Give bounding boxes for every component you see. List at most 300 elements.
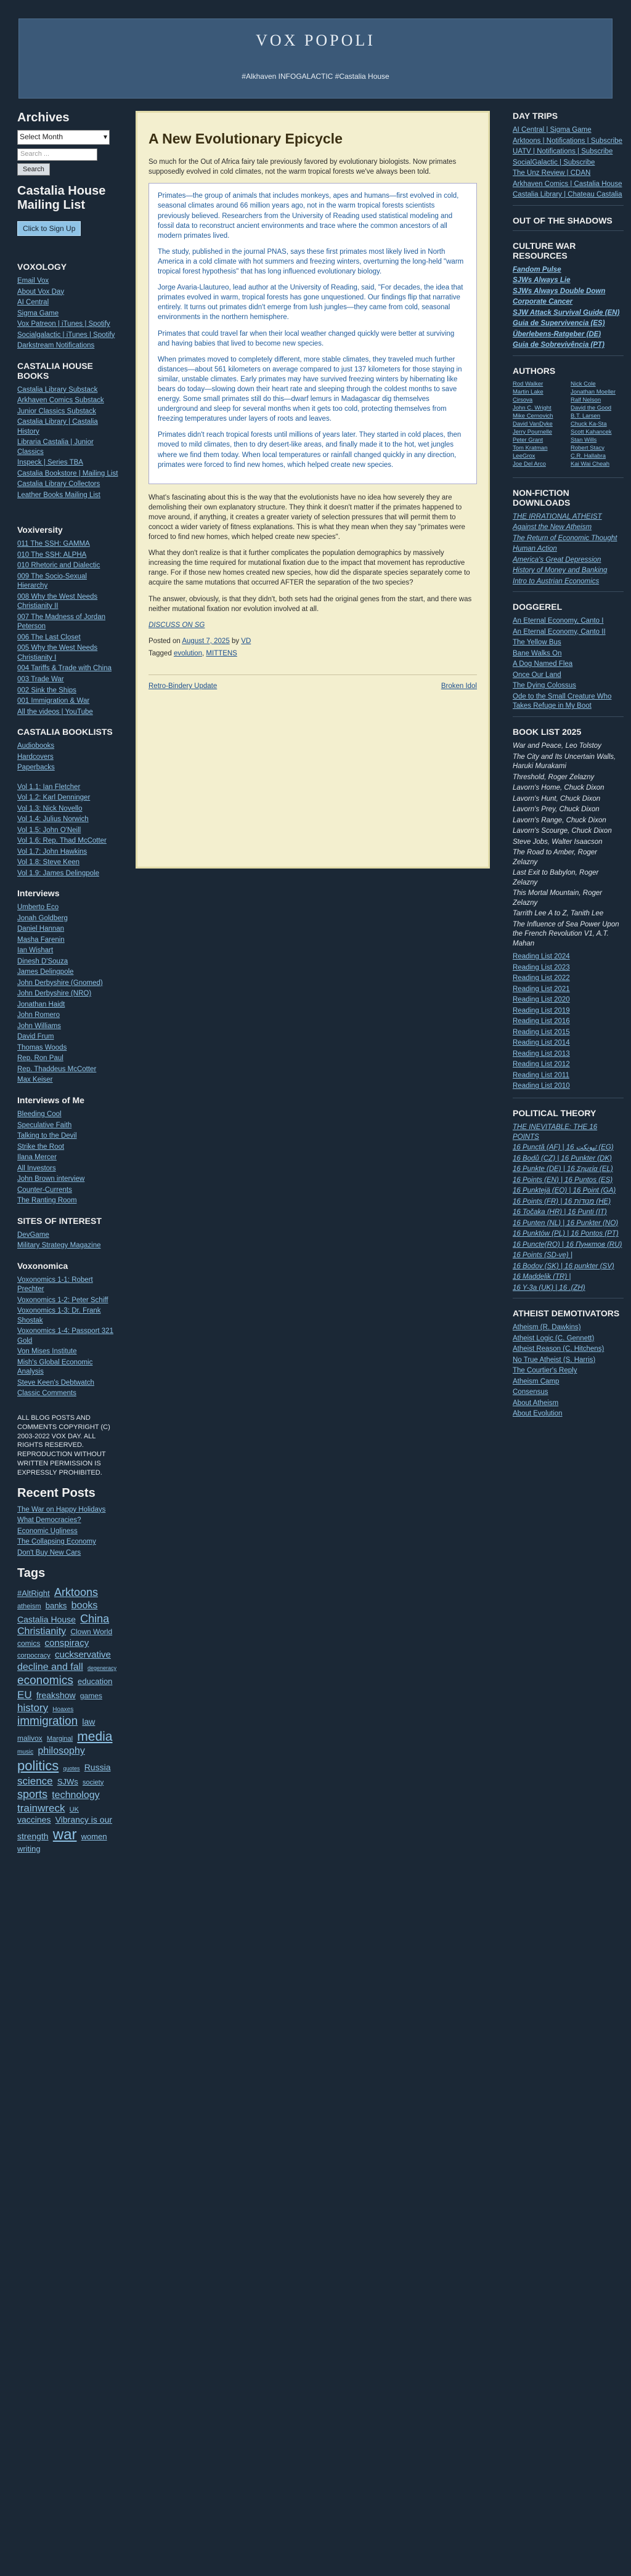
list-link[interactable]: Reading List 2016 bbox=[513, 1018, 570, 1026]
list-link[interactable]: SJWs Always Double Down bbox=[513, 287, 606, 295]
tag-cloud-link[interactable]: books bbox=[71, 1600, 98, 1611]
authors-heading: AUTHORS bbox=[513, 365, 556, 376]
list-link[interactable]: Vol 1.7: John Hawkins bbox=[17, 848, 88, 856]
site-tagline: #Alkhaven INFOGALACTIC #Castalia House bbox=[242, 72, 389, 81]
tag-cloud-link[interactable]: EU bbox=[17, 1688, 32, 1701]
list-link[interactable]: THE IRRATIONAL ATHEIST bbox=[513, 512, 602, 520]
list-link[interactable]: Fandom Pulse bbox=[513, 265, 561, 273]
tag-cloud-link[interactable]: corpocracy bbox=[17, 1652, 51, 1660]
list-item: Lavorn's Prey, Chuck Dixon bbox=[513, 806, 600, 814]
tag-cloud-link[interactable]: atheism bbox=[17, 1602, 41, 1610]
booklists-list bbox=[17, 742, 119, 773]
list-link[interactable]: Ilana Mercer bbox=[17, 1154, 57, 1162]
tag-cloud-link[interactable]: music bbox=[17, 1749, 34, 1756]
list-link[interactable]: Ian Wishart bbox=[17, 947, 54, 955]
list-link[interactable]: John C. Wright bbox=[513, 404, 552, 411]
list-link[interactable]: Castalia Library | Chateau Castalia bbox=[513, 191, 622, 199]
tag-cloud-link[interactable]: degeneracy bbox=[87, 1664, 116, 1671]
list-link[interactable]: 003 Trade War bbox=[17, 675, 64, 683]
list-link[interactable]: 010 Rhetoric and Dialectic bbox=[17, 562, 100, 570]
list-link[interactable]: Castalia Library | Castalia History bbox=[17, 418, 98, 435]
booklist-list bbox=[513, 742, 624, 949]
list-link[interactable]: 004 Tariffs & Trade with China bbox=[17, 665, 112, 673]
quote-paragraph: Primates—the group of animals that includes monkeys, apes and humans—first evolved in cold, seasonal climates around 66 million years ago, not in the warm tropical forests scientists previously believed. Researchers from the University of Reading used statistical modeling and fossil data to reconstruct ancient environments and trace where the common ancestors of all modern primates lived. bbox=[158, 192, 459, 240]
list-link[interactable]: Strike the Root bbox=[17, 1143, 65, 1151]
tag-cloud-link[interactable]: politics bbox=[17, 1758, 59, 1774]
list-link[interactable]: David the Good bbox=[571, 404, 612, 411]
list-link[interactable]: Speculative Faith bbox=[17, 1121, 72, 1129]
post-tags: Tagged evolution, MITTENS bbox=[149, 649, 237, 657]
list-link[interactable]: About Atheism bbox=[513, 1399, 559, 1407]
tag-cloud-link[interactable]: women bbox=[81, 1831, 107, 1841]
list-link[interactable]: Ralf Nelson bbox=[571, 396, 601, 403]
tags-heading: Tags bbox=[17, 1566, 46, 1581]
list-link[interactable]: Bleeding Cool bbox=[17, 1111, 62, 1118]
list-link[interactable]: Consensus bbox=[513, 1388, 548, 1396]
list-link[interactable]: About Vox Day bbox=[17, 288, 65, 296]
list-link[interactable]: Vol 1.4: Julius Norwich bbox=[17, 816, 89, 824]
soi-heading: SITES OF INTEREST bbox=[17, 1215, 102, 1226]
tag-cloud-link[interactable]: freakshow bbox=[36, 1690, 76, 1700]
list-link[interactable]: C.R. Hallabra bbox=[571, 452, 606, 460]
list-link[interactable]: Sigma Game bbox=[17, 309, 59, 317]
list-link[interactable]: Reading List 2013 bbox=[513, 1050, 570, 1058]
list-link[interactable]: John Romero bbox=[17, 1011, 60, 1019]
list-link[interactable]: Paperbacks bbox=[17, 764, 55, 772]
list-link[interactable]: Atheism (R. Dawkins) bbox=[513, 1324, 581, 1332]
tag-cloud-link[interactable]: media bbox=[77, 1729, 113, 1744]
list-item: Threshold, Roger Zelazny bbox=[513, 773, 595, 781]
list-link[interactable]: Hardcovers bbox=[17, 753, 54, 761]
list-link[interactable]: America's Great Depression bbox=[513, 556, 601, 564]
nf-heading: NON-FICTION DOWNLOADS bbox=[513, 487, 571, 508]
list-link[interactable]: Scott Kahancek bbox=[571, 428, 612, 435]
list-link[interactable]: Bane Walks On bbox=[513, 649, 562, 657]
list-link[interactable]: Cirsova bbox=[513, 396, 533, 403]
interviews-list bbox=[17, 903, 119, 1085]
list-item: War and Peace, Leo Tolstoy bbox=[513, 742, 601, 750]
tag-cloud-link[interactable]: decline and fall bbox=[17, 1661, 83, 1672]
list-link[interactable]: Vox Patreon | iTunes | Spotify bbox=[17, 320, 110, 328]
list-item: The Road to Amber, Roger Zelazny bbox=[513, 849, 598, 866]
cw-heading: CULTURE WAR RESOURCES bbox=[513, 240, 576, 261]
list-link[interactable]: No True Atheist (S. Harris) bbox=[513, 1356, 596, 1364]
list-link[interactable]: Castalia Library Collectors bbox=[17, 480, 100, 488]
post-author[interactable]: VD bbox=[241, 637, 251, 645]
list-link[interactable]: The Yellow Bus bbox=[513, 639, 561, 647]
tagged-label: Tagged bbox=[149, 649, 172, 657]
list-link[interactable]: DevGame bbox=[17, 1231, 49, 1239]
post-article bbox=[136, 111, 490, 869]
voxiversity-list bbox=[17, 540, 119, 717]
voxonomica-list bbox=[17, 1276, 119, 1399]
list-link[interactable]: Classic Comments bbox=[17, 1390, 76, 1398]
list-link[interactable]: 16 Punten (NL) | 16 Punkter (NO) bbox=[513, 1219, 619, 1227]
interviews-heading: Interviews bbox=[17, 888, 60, 899]
tag-cloud-link[interactable]: conspiracy bbox=[44, 1638, 89, 1649]
tag-cloud-link[interactable]: economics bbox=[17, 1674, 73, 1687]
list-link[interactable]: Jonah Goldberg bbox=[17, 914, 68, 922]
list-link[interactable]: John Derbyshire (Gnomed) bbox=[17, 979, 103, 987]
tag-cloud-link[interactable]: #AltRight bbox=[17, 1589, 50, 1598]
list-link[interactable]: SJWs Always Lie bbox=[513, 277, 571, 285]
list-link[interactable]: Voxonomics 1-3: Dr. Frank Shostak bbox=[17, 1307, 101, 1324]
list-link[interactable]: Darkstream Notifications bbox=[17, 342, 95, 350]
list-link[interactable]: Daniel Hannan bbox=[17, 925, 65, 933]
post-intro: So much for the Out of Africa fairy tale previously favored by evolutionary biologists. Now primates supposedly evolved in cold climates, not the warm tropical forests we've always been told. bbox=[149, 158, 457, 176]
tag-cloud-link[interactable]: Marginal bbox=[46, 1735, 73, 1743]
list-link[interactable]: 16 Punktów (PL) | 16 Pontos (PT) bbox=[513, 1230, 619, 1238]
list-link[interactable]: An Eternal Economy, Canto II bbox=[513, 628, 606, 636]
list-link[interactable]: Vol 1.3: Nick Novello bbox=[17, 804, 83, 812]
recent-heading: Recent Posts bbox=[17, 1486, 96, 1500]
tag-cloud-link[interactable]: technology bbox=[52, 1789, 100, 1800]
list-link[interactable]: Vol 1.1: Ian Fletcher bbox=[17, 783, 81, 791]
list-link[interactable]: Von Mises Institute bbox=[17, 1348, 77, 1356]
list-item: The City and Its Uncertain Walls, Haruki Murakami bbox=[513, 753, 616, 771]
list-link[interactable]: Inspeck | Series TBA bbox=[17, 459, 83, 467]
list-link[interactable]: Vol 1.5: John O'Neill bbox=[17, 826, 81, 834]
list-link[interactable]: 16 Puncte(RO) | 16 Пунктов (RU) bbox=[513, 1241, 622, 1249]
mailing-heading: Castalia House Mailing List bbox=[17, 184, 106, 212]
list-link[interactable]: 16 Maddelik (TR) | bbox=[513, 1273, 571, 1281]
tag-cloud bbox=[17, 1586, 119, 1854]
list-link[interactable]: Reading List 2024 bbox=[513, 953, 570, 961]
list-link[interactable]: Castalia Bookstore | Mailing List bbox=[17, 469, 118, 477]
list-link[interactable]: LeeGrox bbox=[513, 452, 535, 460]
tag-cloud-link[interactable]: banks bbox=[45, 1600, 67, 1610]
list-link[interactable]: Don't Buy New Cars bbox=[17, 1549, 81, 1557]
tag-cloud-link[interactable]: comics bbox=[17, 1639, 41, 1648]
quote-paragraph: When primates moved to completely different, more stable climates, they traveled much further distances—about 561 kilometers on average compared to just 137 kilometers for those staying in similar, unstable climates. Early primates may have survived freezing winters by hibernating like bears do today—slowing down their heart rate and sleeping through the coldest months to save energy. Some small primates still do this—dwarf lemurs in Madagascar dig themselves underground and sleep for several months when it gets too cold, protecting themselves from freezing temperatures under layers of roots and leaves. bbox=[158, 355, 462, 423]
list-link[interactable]: Intro to Austrian Economics bbox=[513, 577, 600, 585]
list-link[interactable]: John Williams bbox=[17, 1022, 61, 1030]
search-input[interactable]: Search ... bbox=[17, 148, 97, 161]
list-link[interactable]: What Democracies? bbox=[17, 1517, 81, 1525]
booklist-heading: BOOK LIST 2025 bbox=[513, 726, 582, 737]
list-link[interactable]: Arktoons | Notifications | Subscribe bbox=[513, 137, 622, 145]
tag-cloud-link[interactable]: UK bbox=[69, 1805, 79, 1813]
search-button[interactable]: Search bbox=[17, 163, 50, 176]
list-link[interactable]: Voxonomics 1-2: Peter Schiff bbox=[17, 1296, 108, 1304]
list-link[interactable]: A Dog Named Flea bbox=[513, 660, 573, 668]
voxonomica-heading: Voxonomica bbox=[17, 1260, 68, 1271]
tag-cloud-link[interactable]: history bbox=[17, 1701, 49, 1714]
tag-cloud-link[interactable]: society bbox=[83, 1778, 104, 1786]
ad-list bbox=[513, 1323, 624, 1419]
quote-paragraph: Primates didn't reach tropical forests until millions of years later. They started in cold places, then moved to mild climates, then to dry desert-like areas, and finally made it to the hot, wet jungles where we find them today. When local temperatures or rainfall changed quickly in any direction, primates were forced to find new homes, which helped create new species. bbox=[158, 431, 462, 469]
list-link[interactable]: John Derbyshire (NRO) bbox=[17, 990, 92, 998]
tag-cloud-link[interactable]: law bbox=[82, 1717, 96, 1727]
list-link[interactable]: All the videos | YouTube bbox=[17, 708, 93, 716]
list-link[interactable]: The War on Happy Holidays bbox=[17, 1505, 106, 1513]
list-link[interactable]: Mike Cernovich bbox=[513, 412, 553, 419]
nf-list bbox=[513, 512, 624, 587]
list-link[interactable]: AI Central bbox=[17, 299, 49, 307]
tag-cloud-link[interactable]: Russia bbox=[84, 1762, 111, 1773]
list-link[interactable]: Rep. Thaddeus McCotter bbox=[17, 1065, 97, 1073]
list-link[interactable]: John Brown interview bbox=[17, 1175, 85, 1183]
list-link[interactable]: Jerry Pournelle bbox=[513, 428, 552, 435]
list-link[interactable]: Umberto Eco bbox=[17, 904, 59, 912]
list-link[interactable]: Against the New Atheism bbox=[513, 524, 592, 532]
list-link[interactable]: Ode to the Small Creature Who Takes Refuge in My Boot bbox=[513, 692, 612, 710]
tag-cloud-link[interactable]: malivox bbox=[17, 1733, 43, 1743]
doggerel-list bbox=[513, 617, 624, 711]
list-link[interactable]: An Eternal Economy, Canto I bbox=[513, 617, 604, 625]
list-link[interactable]: Tom Kratman bbox=[513, 444, 548, 452]
site-title[interactable]: VOX POPOLI bbox=[256, 31, 375, 49]
tag-cloud-link[interactable]: SJWs bbox=[57, 1776, 78, 1786]
list-link[interactable]: About Evolution bbox=[513, 1410, 563, 1418]
list-link[interactable]: The Unz Review | CDAN bbox=[513, 169, 591, 177]
tag-cloud-link[interactable]: cuckservative bbox=[55, 1650, 111, 1661]
iom-list bbox=[17, 1110, 119, 1206]
list-item: Lavorn's Home, Chuck Dixon bbox=[513, 784, 605, 792]
tag-link[interactable]: evolution bbox=[173, 649, 202, 657]
voxiversity-heading: Voxiversity bbox=[17, 525, 63, 535]
list-link[interactable]: Once Our Land bbox=[513, 671, 561, 679]
list-link[interactable]: Atheism Camp bbox=[513, 1377, 560, 1385]
list-link[interactable]: History of Money and Banking bbox=[513, 567, 608, 575]
voxology-heading: VOXOLOGY bbox=[17, 262, 67, 272]
list-link[interactable]: Reading List 2019 bbox=[513, 1007, 570, 1015]
list-link[interactable]: Nick Cole bbox=[571, 380, 596, 387]
ad-heading: ATHEIST DEMOTIVATORS bbox=[513, 1308, 620, 1319]
list-link[interactable]: Rod Walker bbox=[513, 380, 543, 387]
pt-list bbox=[513, 1123, 624, 1293]
archives-heading: Archives bbox=[17, 111, 70, 124]
post-paragraph: What they don't realize is that it further complicates the population demographics by massively increasing the time required for mutational fixation due to the impact that movement has reproductive range. For if those new homes created new species, how did the disparate species separately come to acquire the same mutations that occurred AFTER the separation of the two species? bbox=[149, 549, 470, 587]
list-link[interactable]: Stan Wills bbox=[571, 436, 597, 444]
list-link[interactable]: Guia de Sobrevivência (PT) bbox=[513, 341, 605, 349]
list-link[interactable]: Martin Lake bbox=[513, 388, 543, 395]
tag-link[interactable]: MITTENS bbox=[206, 649, 237, 657]
list-link[interactable]: Atheist Logic (C. Gennett) bbox=[513, 1334, 595, 1342]
list-link[interactable]: 16 Bodov (SK) | 16 punkter (SV) bbox=[513, 1262, 614, 1270]
list-link[interactable]: Jonathan Haidt bbox=[17, 1000, 65, 1008]
tag-cloud-link[interactable]: immigration bbox=[17, 1715, 78, 1728]
list-link[interactable]: Reading List 2022 bbox=[513, 974, 570, 982]
tag-cloud-link[interactable]: Castalia House bbox=[17, 1614, 76, 1624]
list-link[interactable]: The Collapsing Economy bbox=[17, 1538, 96, 1546]
list-link[interactable]: Reading List 2020 bbox=[513, 996, 570, 1004]
tag-cloud-link[interactable]: vaccines bbox=[17, 1815, 51, 1825]
list-link[interactable]: Masha Farenin bbox=[17, 936, 65, 944]
next-post-link[interactable]: Broken Idol bbox=[441, 682, 477, 691]
list-link[interactable]: 16 Punktejä (EO) | 16 Point (GA) bbox=[513, 1187, 616, 1195]
list-link[interactable]: Vol 1.8: Steve Keen bbox=[17, 859, 80, 867]
iom-heading: Interviews of Me bbox=[17, 1095, 84, 1105]
list-link[interactable]: 16 Points (SD-ve) | bbox=[513, 1252, 572, 1260]
list-link[interactable]: Reading List 2012 bbox=[513, 1061, 570, 1069]
shadows-heading: OUT OF THE SHADOWS bbox=[513, 215, 613, 225]
list-item: This Mortal Mountain, Roger Zelazny bbox=[513, 889, 603, 907]
list-link[interactable]: 16 Points (FR) | מְּנוּדוֹת 16 (HE) bbox=[513, 1197, 611, 1205]
tag-cloud-link[interactable]: Christianity bbox=[17, 1626, 67, 1637]
list-link[interactable]: Reading List 2014 bbox=[513, 1039, 570, 1047]
list-link[interactable]: 16 Y-3a (UK) | 16 .(ZH) bbox=[513, 1284, 585, 1292]
list-link[interactable]: Thomas Woods bbox=[17, 1043, 67, 1051]
list-link[interactable]: UATV | Notifications | Subscribe bbox=[513, 148, 613, 156]
list-link[interactable]: Überlebens-Ratgeber (DE) bbox=[513, 330, 601, 338]
tag-cloud-link[interactable]: war bbox=[52, 1826, 77, 1843]
list-link[interactable]: 010 The SSH: ALPHA bbox=[17, 551, 87, 559]
list-link[interactable]: Leather Books Mailing List bbox=[17, 491, 100, 499]
list-link[interactable]: David Frum bbox=[17, 1033, 54, 1041]
soi-list bbox=[17, 1231, 119, 1251]
tag-cloud-link[interactable]: philosophy bbox=[38, 1746, 85, 1757]
list-link[interactable]: David VanDyke bbox=[513, 420, 553, 427]
list-item: Lavorn's Scourge, Chuck Dixon bbox=[513, 827, 612, 835]
list-link[interactable]: Military Strategy Magazine bbox=[17, 1242, 101, 1250]
archive-month-select[interactable] bbox=[17, 130, 110, 145]
list-link[interactable]: Atheist Reason (C. Hitchens) bbox=[513, 1345, 605, 1353]
list-link[interactable]: Guia de Supervivencia (ES) bbox=[513, 320, 605, 328]
list-item: The Influence of Sea Power Upon the French Revolution V1, A.T. Mahan bbox=[513, 920, 619, 947]
list-link[interactable]: The Dying Colossus bbox=[513, 682, 576, 690]
list-link[interactable]: B.T. Larsen bbox=[571, 412, 601, 419]
list-link[interactable]: The Courtier's Reply bbox=[513, 1367, 577, 1375]
post-title[interactable]: A New Evolutionary Epicycle bbox=[149, 131, 343, 147]
signup-button[interactable]: Click to Sign Up bbox=[17, 221, 81, 236]
list-link[interactable]: 008 Why the West Needs Christianity II bbox=[17, 593, 98, 610]
list-link[interactable]: 006 The Last Closet bbox=[17, 633, 81, 641]
quote-paragraph: The study, published in the journal PNAS, says these first primates most likely lived in North America in a cold climate with hot summers and freezing winters, overturning the long-held "warm tropical forest hypothesis" that has long influenced evolutionary biology. bbox=[158, 248, 464, 276]
list-link[interactable]: Reading List 2010 bbox=[513, 1082, 570, 1090]
list-link[interactable]: 16 Punctă (AF) | 16 ئپونكت (EG) bbox=[513, 1144, 614, 1152]
list-link[interactable]: Vol 1.2: Karl Denninger bbox=[17, 794, 91, 802]
list-link[interactable]: Audiobooks bbox=[17, 742, 55, 750]
pt-heading: POLITICAL THEORY bbox=[513, 1108, 596, 1118]
list-link[interactable]: 16 Punkte (DE) | 16 Σημεία (EL) bbox=[513, 1165, 613, 1173]
list-link[interactable]: Voxonomics 1-1: Robert Prechter bbox=[17, 1276, 93, 1294]
tag-cloud-link[interactable]: Clown World bbox=[70, 1627, 113, 1637]
post-navigation bbox=[149, 674, 477, 691]
tag-cloud-link[interactable]: games bbox=[79, 1691, 102, 1700]
list-link[interactable]: Dinesh D'Souza bbox=[17, 957, 68, 965]
list-link[interactable]: Email Vox bbox=[17, 277, 49, 285]
tag-cloud-link[interactable]: sports bbox=[17, 1788, 48, 1800]
list-link[interactable]: 009 The Socio-Sexual Hierarchy bbox=[17, 572, 87, 590]
list-link[interactable]: 002 Sink the Ships bbox=[17, 686, 76, 694]
list-link[interactable]: 005 Why the West Needs Christianity I bbox=[17, 644, 98, 662]
list-link[interactable]: Reading List 2011 bbox=[513, 1071, 569, 1079]
list-item: Last Exit to Babylon, Roger Zelazny bbox=[513, 869, 599, 886]
list-link[interactable]: AI Central | Sigma Game bbox=[513, 126, 592, 134]
daytrips-list bbox=[513, 126, 624, 200]
list-link[interactable]: Castalia Library Substack bbox=[17, 386, 98, 394]
post-blockquote bbox=[149, 183, 477, 484]
list-link[interactable]: Talking to the Devil bbox=[17, 1132, 77, 1140]
vols-list bbox=[17, 783, 119, 879]
list-link[interactable]: SJW Attack Survival Guide (EN) bbox=[513, 309, 620, 317]
list-link[interactable]: Peter Grant bbox=[513, 436, 543, 444]
cw-list bbox=[513, 265, 624, 350]
list-item: Steve Jobs, Walter Isaacson bbox=[513, 838, 603, 846]
list-link[interactable]: Libraria Castalia | Junior Classics bbox=[17, 439, 94, 456]
tag-cloud-link[interactable]: education bbox=[78, 1676, 113, 1686]
list-item: Lavorn's Hunt, Chuck Dixon bbox=[513, 795, 601, 803]
booklists-heading: CASTALIA BOOKLISTS bbox=[17, 727, 113, 737]
list-link[interactable]: 16 Points (EN) | 16 Puntos (ES) bbox=[513, 1176, 613, 1184]
post-date[interactable]: August 7, 2025 bbox=[182, 637, 230, 645]
list-link[interactable]: Arkhaven Comics Substack bbox=[17, 397, 104, 405]
list-link[interactable]: Chuck Ka-Sta bbox=[571, 420, 607, 427]
tag-cloud-link[interactable]: Vibrancy is our strength bbox=[17, 1815, 113, 1841]
list-link[interactable]: Socialgalactic | iTunes | Spotify bbox=[17, 331, 115, 339]
tag-cloud-link[interactable]: trainwreck bbox=[17, 1802, 65, 1814]
list-link[interactable]: Junior Classics Substack bbox=[17, 407, 96, 415]
quote-paragraph: Jorge Avaria-Llautureo, lead author at the University of Reading, said, "For decades, the idea that primates evolved in warm, tropical forests has gone unquestioned. Our findings flip that narrative entirely. It turns out primates didn't emerge from lush jungles—they came from cold, seasonal environments in the northern hemisphere. bbox=[158, 284, 463, 322]
list-link[interactable]: Max Keiser bbox=[17, 1076, 53, 1084]
tag-cloud-link[interactable]: quotes bbox=[63, 1765, 80, 1772]
right-sidebar bbox=[513, 111, 624, 1420]
voxology-list bbox=[17, 277, 119, 351]
list-link[interactable]: Kai Wai Cheah bbox=[571, 460, 610, 468]
list-link[interactable]: Counter-Currents bbox=[17, 1186, 72, 1194]
list-link[interactable]: 16 Bodů (CZ) | 16 Punkter (DK) bbox=[513, 1154, 612, 1162]
list-link[interactable]: Reading List 2023 bbox=[513, 963, 570, 971]
list-link[interactable]: Reading List 2015 bbox=[513, 1028, 570, 1036]
list-link[interactable]: Mish's Global Economic Analysis bbox=[17, 1358, 93, 1376]
tag-cloud-link[interactable]: science bbox=[17, 1775, 53, 1787]
doggerel-heading: DOGGEREL bbox=[513, 602, 563, 612]
authors-grid bbox=[513, 381, 624, 468]
list-link[interactable]: THE INEVITABLE: THE 16 POINTS bbox=[513, 1124, 598, 1141]
books-heading: CASTALIA HOUSE BOOKS bbox=[17, 360, 93, 381]
tag-cloud-link[interactable]: writing bbox=[17, 1844, 41, 1853]
list-link[interactable]: The Return of Economic Thought bbox=[513, 534, 617, 542]
list-link[interactable]: Joe Del Arco bbox=[513, 460, 546, 468]
list-link[interactable]: 007 The Madness of Jordan Peterson bbox=[17, 613, 105, 631]
list-link[interactable]: 16 Točaka (HR) | 16 Punti (IT) bbox=[513, 1209, 607, 1217]
discuss-link[interactable]: DISCUSS ON SG bbox=[149, 621, 205, 629]
list-link[interactable]: 001 Immigration & War bbox=[17, 697, 90, 705]
list-link[interactable]: Steve Keen's Debtwatch bbox=[17, 1379, 94, 1387]
list-link[interactable]: All Investors bbox=[17, 1164, 56, 1172]
post-meta bbox=[149, 636, 477, 646]
list-link[interactable]: James Delingpole bbox=[17, 968, 74, 976]
list-link[interactable]: Vol 1.9: James Delingpole bbox=[17, 869, 99, 877]
list-link[interactable]: 011 The SSH: GAMMA bbox=[17, 540, 90, 548]
posted-on-label: Posted on bbox=[149, 637, 181, 645]
post-paragraph: The answer, obviously, is that they didn't, both sets had the original genes from the start, and there was neither mutational fixation nor evolution involved at all. bbox=[149, 595, 472, 613]
copyright-notice: ALL BLOG POSTS AND COMMENTS COPYRIGHT (C) 2003-2022 VOX DAY. ALL RIGHTS RESERVED. REPRODUCTION WITHOUT WRITTEN PERMISSION IS EXPRESSLY PROHIBITED. bbox=[17, 1414, 110, 1476]
list-link[interactable]: Jonathan Moeller bbox=[571, 388, 616, 395]
list-link[interactable]: Arkhaven Comics | Castalia House bbox=[513, 180, 622, 188]
prev-post-link[interactable]: Retro-Bindery Update bbox=[149, 682, 218, 691]
list-link[interactable]: Economic Ugliness bbox=[17, 1527, 78, 1535]
list-link[interactable]: The Ranting Room bbox=[17, 1197, 77, 1205]
list-link[interactable]: Voxonomics 1-4: Passport 321 Gold bbox=[17, 1327, 113, 1345]
list-link[interactable]: Robert Stacy bbox=[571, 444, 605, 452]
tag-cloud-link[interactable]: Hoaxes bbox=[52, 1706, 74, 1713]
by-label: by bbox=[231, 637, 240, 645]
books-list bbox=[17, 386, 119, 501]
list-link[interactable]: Reading List 2021 bbox=[513, 985, 570, 993]
list-link[interactable]: Rep. Ron Paul bbox=[17, 1055, 63, 1063]
list-link[interactable]: Human Action bbox=[513, 545, 557, 553]
list-link[interactable]: SocialGalactic | Subscribe bbox=[513, 158, 595, 166]
recent-list bbox=[17, 1505, 119, 1558]
list-link[interactable]: Corporate Cancer bbox=[513, 298, 573, 306]
list-item: Lavorn's Range, Chuck Dixon bbox=[513, 816, 606, 824]
tag-cloud-link[interactable]: Arktoons bbox=[54, 1586, 98, 1599]
tag-cloud-link[interactable]: China bbox=[80, 1612, 110, 1625]
daytrips-heading: DAY TRIPS bbox=[513, 111, 558, 121]
list-link[interactable]: Vol 1.6: Rep. Thad McCotter bbox=[17, 837, 107, 845]
